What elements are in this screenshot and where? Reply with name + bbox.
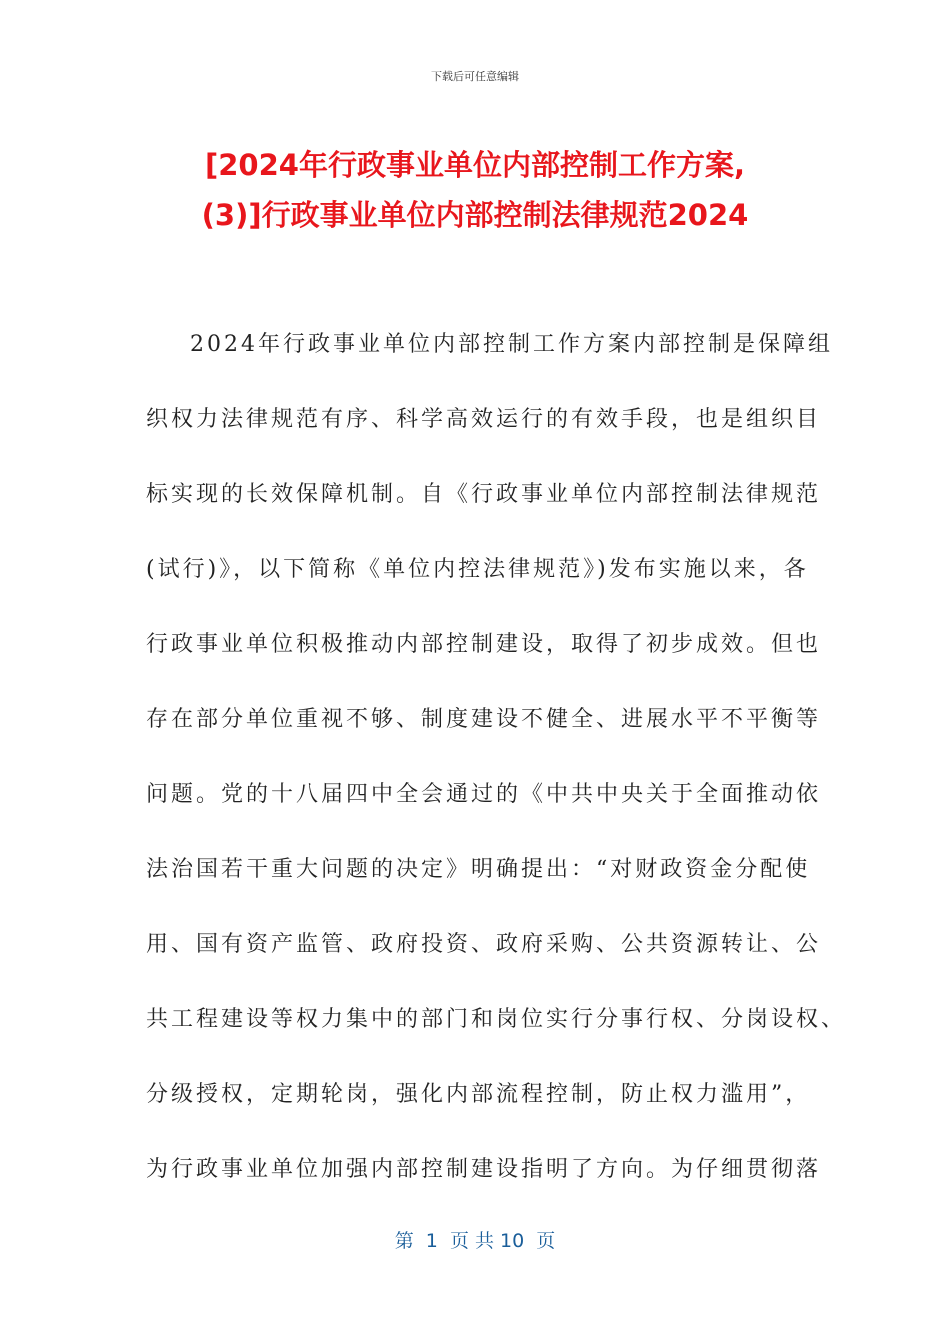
page-header-note: 下载后可任意编辑	[431, 70, 519, 83]
body-line: 为行政事业单位加强内部控制建设指明了方向。为仔细贯彻落	[146, 1157, 822, 1182]
title-line-1: [2024年行政事业单位内部控制工作方案,	[205, 148, 745, 182]
body-line: 分级授权，定期轮岗，强化内部流程控制，防止权力滥用”，	[146, 1082, 811, 1107]
body-line: 织权力法律规范有序、科学高效运行的有效手段，也是组织目	[146, 407, 822, 432]
body-line: 问题。党的十八届四中全会通过的《中共中央关于全面推动依	[146, 782, 822, 807]
document-title	[120, 140, 830, 240]
body-paragraph	[146, 323, 847, 1223]
body-line: 存在部分单位重视不够、制度建设不健全、进展水平不平衡等	[146, 707, 822, 732]
body-line: 行政事业单位积极推动内部控制建设，取得了初步成效。但也	[146, 632, 822, 657]
page-number-footer: 第 1 页 共 10 页	[394, 1230, 556, 1252]
body-line: 法治国若干重大问题的决定》明确提出：“对财政资金分配使	[146, 857, 811, 882]
body-line: 标实现的长效保障机制。自《行政事业单位内部控制法律规范	[146, 482, 822, 507]
body-line: 用、国有资产监管、政府投资、政府采购、公共资源转让、公	[146, 932, 822, 957]
title-line-2: (3)]行政事业单位内部控制法律规范2024	[201, 198, 749, 232]
body-line: (试行)》，以下简称《单位内控法律规范》)发布实施以来，各	[146, 557, 809, 582]
body-line: 共工程建设等权力集中的部门和岗位实行分事行权、分岗设权、	[146, 1007, 847, 1032]
body-line: 2024年行政事业单位内部控制工作方案内部控制是保障组	[190, 332, 833, 357]
